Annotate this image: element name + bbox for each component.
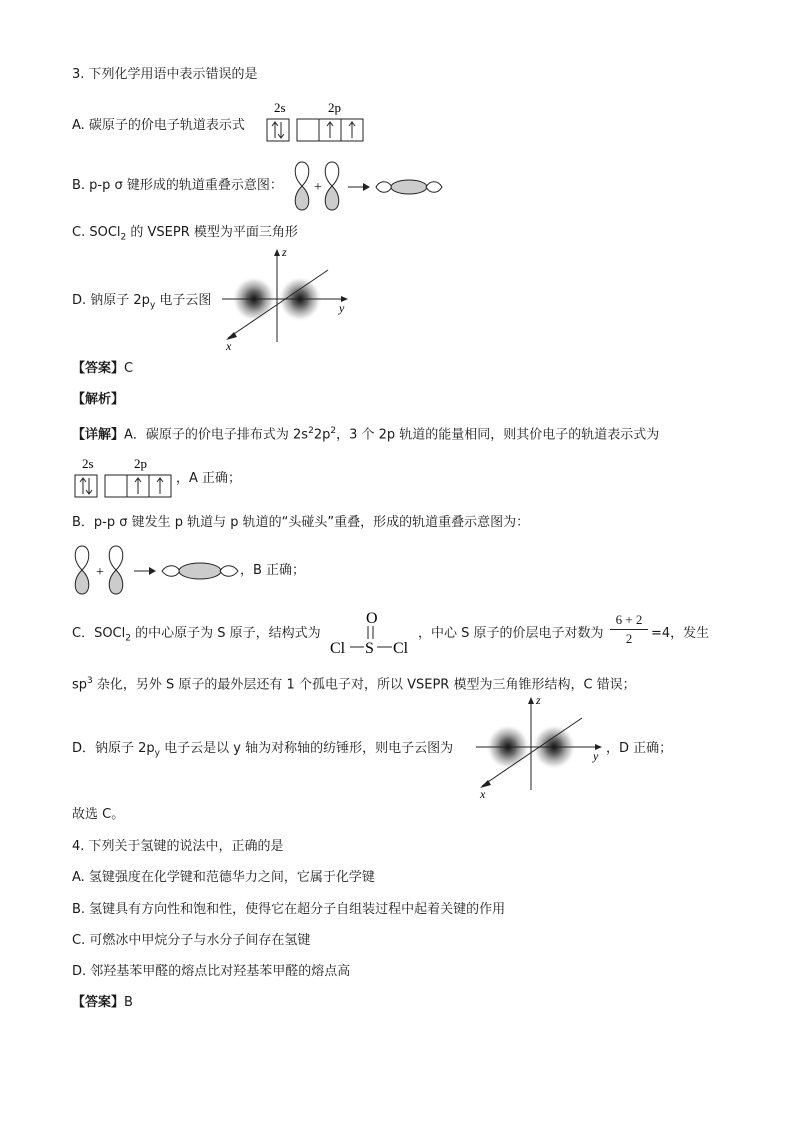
q3-explain-b-end: ，B 正确； [240,563,306,578]
q3-explain-d: D．钠原子 $2p_y$ 电子云是以 y 轴为对称轴的纺锤形，则电子云图为 [72,741,454,759]
q4-option-a: A. 氢键强度在化学键和范德华力之间，它属于化学键 [72,870,375,885]
q3-explain-c-4: =4，发生 [651,626,710,641]
axis-x-label: x [480,787,486,801]
q4-answer: 【答案】B [72,995,133,1010]
fraction-numerator: 6 + 2 [615,612,643,627]
q3-explain-c-5: $sp^3$ 杂化，另外 S 原子的最外层还有 1 个孤电子对，所以 VSEPR 模型为三角锥形结构，C 错误； [72,676,636,693]
electron-cloud-diagram-explain-d [476,693,616,801]
fraction-denominator: 2 [625,631,633,646]
q3-answer: 【答案】C [72,361,134,376]
q3-stem: 3. 下列化学用语中表示错误的是 [72,67,258,82]
q4-stem: 4. 下列关于氢键的说法中，正确的是 [72,839,284,854]
atom-o: O [366,610,378,627]
q4-option-c: C. 可燃冰中甲烷分子与水分子间存在氢键 [72,933,311,948]
axis-z-label: z [282,245,287,259]
plus-sign: + [96,565,104,580]
q3-explain-d-end: ，D 正确； [606,741,673,756]
electron-cloud-diagram-d [222,245,362,353]
q3-explain-c-3: ，中心 S 原子的价层电子对数为 [418,626,604,641]
orbital-2s-label: 2s [274,100,286,115]
sigma-overlap-diagram-explain-b [72,546,238,596]
plus-sign: + [314,180,322,195]
q3-conclusion: 故选 C。 [72,807,125,822]
axis-y-label: y [593,749,599,763]
q3-explain-c-1: C．SOCl$_2$ 的中心原子为 S 原子，结构式为 [72,626,321,644]
socl2-structure [330,607,420,657]
q4-option-d: D. 邻羟基苯甲醛的熔点比对羟基苯甲醛的熔点高 [72,964,351,979]
axis-y-label: y [339,301,345,315]
q3-option-c: C. SOCl$_2$ 的 VSEPR 模型为平面三角形 [72,225,298,243]
orbital-2p-label: 2p [328,100,341,115]
orbital-2s-label: 2s [82,456,94,471]
atom-cl-right: Cl [393,640,409,657]
orbital-diagram-a [266,100,366,144]
q3-option-d: D. 钠原子 $2p_y$ 电子云图 [72,293,212,311]
axis-x-label: x [226,339,232,353]
q3-explain-a-end: ，A 正确； [176,471,242,486]
orbital-diagram-explain-a [74,456,174,500]
q4-option-b: B. 氢键具有方向性和饱和性，使得它在超分子自组装过程中起着关键的作用 [72,902,506,917]
sigma-overlap-diagram-b [292,162,442,212]
q3-analysis-heading: 【解析】 [72,392,125,407]
q3-option-a: A. 碳原子的价电子轨道表示式 [72,118,245,133]
q3-explain-a: 【详解】A．碳原子的价电子排布式为 $2s^22p^2$，3 个 2p 轨道的能量相同，则其价电子的轨道表示式为 [72,426,660,443]
fraction-bar [610,629,648,630]
orbital-2p-label: 2p [134,456,147,471]
q3-option-b: B. p-p σ 键形成的轨道重叠示意图： [72,178,283,193]
atom-cl-left: Cl [330,640,346,657]
fraction [610,612,648,647]
atom-s: S [365,640,374,657]
axis-z-label: z [536,693,541,707]
q3-explain-b: B．p-p σ 键发生 p 轨道与 p 轨道的“头碰头”重叠，形成的轨道重叠示意图为： [72,515,530,530]
